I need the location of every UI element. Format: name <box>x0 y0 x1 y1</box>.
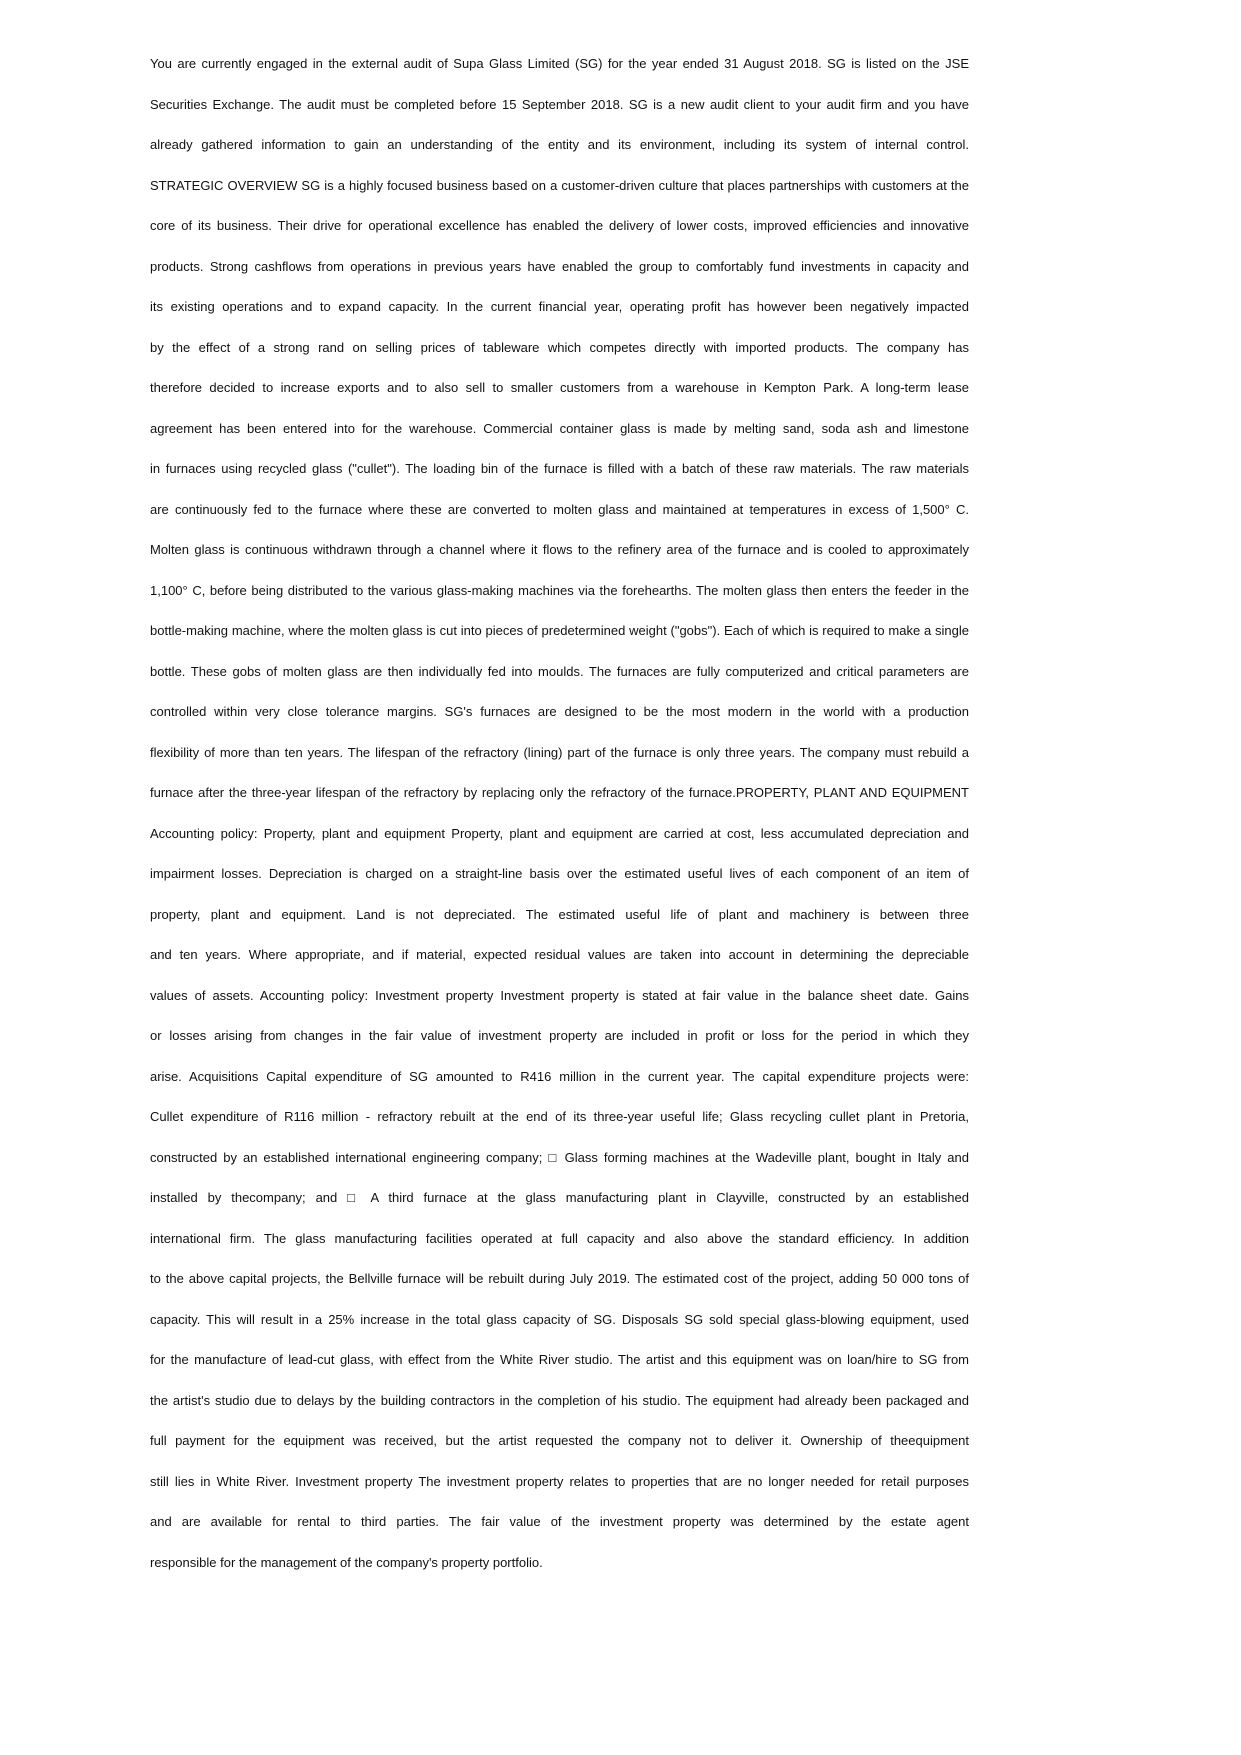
text-line: and are available for rental to third parties. The fair value of the investment property was determined by the estate agent <box>150 1514 969 1529</box>
text-line: bottle-making machine, where the molten glass is cut into pieces of predetermined weight ("gobs"). Each of which is required to make a single <box>150 623 969 638</box>
text-line: and ten years. Where appropriate, and if material, expected residual values are taken into account in determining the depreciable <box>150 947 969 962</box>
text-line: furnace after the three-year lifespan of the refractory by replacing only the refractory of the furnace.PROPERTY, PLANT AND EQUIPMENT <box>150 785 969 800</box>
text-line: Accounting policy: Property, plant and equipment Property, plant and equipment are carried at cost, less accumulated depreciation and <box>150 825 969 841</box>
text-line: in furnaces using recycled glass ("cullet"). The loading bin of the furnace is filled with a batch of these raw materials. The raw materials <box>150 461 969 476</box>
text-line: constructed by an established international engineering company; □ Glass forming machines at the Wadeville plant, bought in Italy and <box>150 1149 969 1165</box>
text-line: Securities Exchange. The audit must be completed before 15 September 2018. SG is a new audit client to your audit firm and you have <box>150 96 969 112</box>
text-line: controlled within very close tolerance margins. SG's furnaces are designed to be the most modern in the world with a production <box>150 704 969 719</box>
text-line: Cullet expenditure of R116 million - refractory rebuilt at the end of its three-year useful life; Glass recycling cullet plant in Pretoria, <box>150 1109 969 1124</box>
document-page <box>150 44 969 1583</box>
text-line: products. Strong cashflows from operations in previous years have enabled the group to comfortably fund investments in capacity and <box>150 258 969 274</box>
text-line: responsible for the management of the company's property portfolio. <box>150 1554 543 1570</box>
text-line: therefore decided to increase exports and to also sell to smaller customers from a warehouse in Kempton Park. A long-term lease <box>150 380 969 395</box>
text-line: installed by thecompany; and □ A third furnace at the glass manufacturing plant in Clayville, constructed by an established <box>150 1190 969 1205</box>
text-line: the artist's studio due to delays by the building contractors in the completion of his studio. The equipment had already been packaged and <box>150 1392 969 1408</box>
text-line: already gathered information to gain an understanding of the entity and its environment, including its system of internal control. <box>150 137 969 152</box>
text-line: by the effect of a strong rand on selling prices of tableware which competes directly with imported products. The company has <box>150 339 969 355</box>
text-line: 1,100° C, before being distributed to the various glass-making machines via the forehearths. The molten glass then enters the feeder in the <box>150 582 969 598</box>
text-line: full payment for the equipment was received, but the artist requested the company not to deliver it. Ownership of theequipment <box>150 1433 969 1448</box>
text-line: STRATEGIC OVERVIEW SG is a highly focused business based on a customer-driven culture that places partnerships with customers at the <box>150 177 969 193</box>
text-line: still lies in White River. Investment property The investment property relates to properties that are no longer needed for retail purposes <box>150 1473 969 1489</box>
text-line: You are currently engaged in the external audit of Supa Glass Limited (SG) for the year ended 31 August 2018. SG is listed on the JSE <box>150 56 969 71</box>
text-line: agreement has been entered into for the warehouse. Commercial container glass is made by melting sand, soda ash and limestone <box>150 420 969 436</box>
text-line: Molten glass is continuous withdrawn through a channel where it flows to the refinery area of the furnace and is cooled to approximately <box>150 542 969 557</box>
text-line: its existing operations and to expand capacity. In the current financial year, operating profit has however been negatively impacted <box>150 299 969 314</box>
text-line: flexibility of more than ten years. The lifespan of the refractory (lining) part of the furnace is only three years. The company must rebuild a <box>150 744 969 760</box>
text-line: impairment losses. Depreciation is charged on a straight-line basis over the estimated useful lives of each component of an item of <box>150 866 969 881</box>
text-line: for the manufacture of lead-cut glass, with effect from the White River studio. The artist and this equipment was on loan/hire to SG from <box>150 1352 969 1367</box>
text-line: core of its business. Their drive for operational excellence has enabled the delivery of lower costs, improved efficiencies and innovative <box>150 218 969 233</box>
text-line: international firm. The glass manufacturing facilities operated at full capacity and also above the standard efficiency. In addition <box>150 1230 969 1246</box>
text-line: arise. Acquisitions Capital expenditure of SG amounted to R416 million in the current year. The capital expenditure projects were: <box>150 1068 969 1084</box>
text-line: values of assets. Accounting policy: Investment property Investment property is stated at fair value in the balance sheet date. Gains <box>150 987 969 1003</box>
text-line: or losses arising from changes in the fair value of investment property are included in profit or loss for the period in which they <box>150 1028 969 1043</box>
text-line: property, plant and equipment. Land is not depreciated. The estimated useful life of plant and machinery is between three <box>150 906 969 922</box>
text-line: are continuously fed to the furnace where these are converted to molten glass and maintained at temperatures in excess of 1,500° C. <box>150 501 969 517</box>
text-line: bottle. These gobs of molten glass are then individually fed into moulds. The furnaces are fully computerized and critical parameters are <box>150 663 969 679</box>
text-line: capacity. This will result in a 25% increase in the total glass capacity of SG. Disposals SG sold special glass-blowing equipment, used <box>150 1311 969 1327</box>
text-line: to the above capital projects, the Bellville furnace will be rebuilt during July 2019. The estimated cost of the project, adding 50 000 tons of <box>150 1271 969 1286</box>
